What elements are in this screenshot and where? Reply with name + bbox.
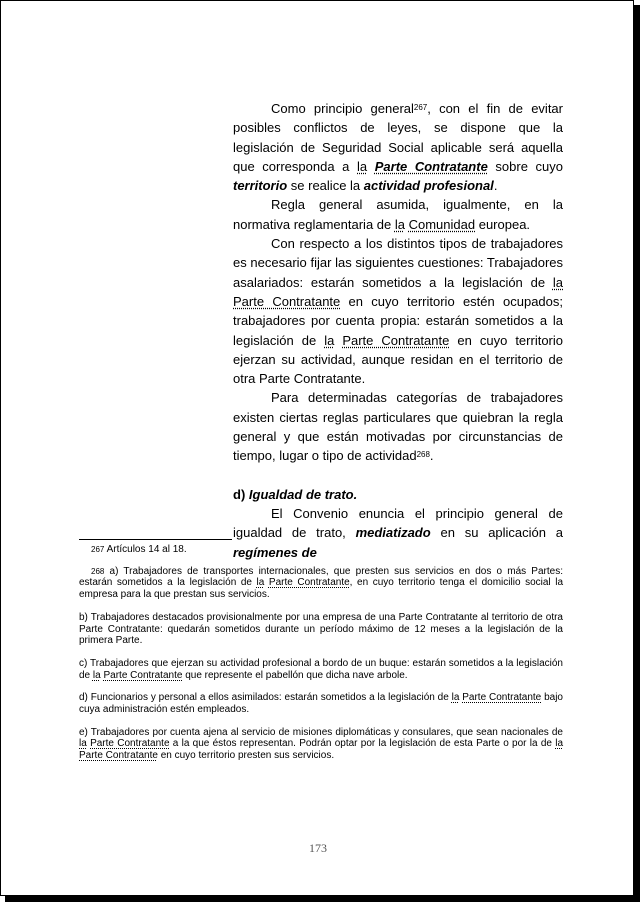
underlined-term: la <box>552 274 563 290</box>
footnotes <box>79 544 563 773</box>
emphasis: regímenes de <box>233 544 317 560</box>
underlined-term: la <box>357 158 368 174</box>
underlined-term: Parte Contratante <box>233 293 341 309</box>
underlined-term: la <box>79 738 87 750</box>
footnote-268-a <box>79 566 563 601</box>
underlined-term: Parte Contratante <box>462 692 542 704</box>
page-shadow-right <box>634 5 640 902</box>
footnote-268-d <box>79 692 563 715</box>
text: Para determinadas categorías de trabajadores existen ciertas reglas particulares que quiebran la regla general y que están motivadas por circunstancias de tiempo, lugar o tipo de actividad <box>233 390 563 464</box>
text: . <box>429 448 434 464</box>
section-heading <box>233 485 563 504</box>
footnote-268-b: b) Trabajadores destacados provisionalmente por una empresa de una Parte Contratante al territorio de otra Parte Contratante: quedarán sometidos durante un período máximo de 12 meses a la legislación de la primera Parte. <box>79 611 563 647</box>
space <box>367 159 375 174</box>
paragraph-2 <box>233 195 563 234</box>
footnote-text: que represente el pabellón que dicha nave arbole. <box>182 669 408 681</box>
underlined-term: la <box>394 216 405 232</box>
underlined-term: Parte Contratante <box>79 750 158 762</box>
paragraph-3 <box>233 234 563 388</box>
footnote-text: e) Trabajadores por cuenta ajena al servicio de misiones diplomáticas y consulares, que sean nacionales de <box>79 726 563 738</box>
footnote-text: d) Funcionarios y personal a ellos asimilados: estarán sometidos a la legislación de <box>79 692 452 704</box>
underlined-term: Parte Contratante <box>103 669 183 681</box>
footnote-number: 268 <box>91 566 105 576</box>
text: en su aplicación a <box>430 525 564 541</box>
footnote-text: Artículos 14 al 18. <box>104 544 187 555</box>
emphasis: actividad profesional <box>363 178 494 194</box>
underlined-term: la <box>92 669 101 681</box>
underlined-term: Parte Contratante <box>374 158 488 174</box>
text: , con el fin de evitar posibles conflictos de leyes, se dispone que la legislación de Seguridad Social aplicable será aquella que corresponda a <box>233 101 563 174</box>
underlined-term: Comunidad <box>408 216 476 232</box>
footnote-text: , en cuyo territorio tenga el domicilio social la empresa para la que prestan sus servicios. <box>79 577 564 601</box>
footnote-268-e <box>79 727 563 762</box>
underlined-term: la <box>451 692 460 704</box>
footnote-text: a) Trabajadores de transportes internacionales, que presten sus servicios en dos o más Partes: estarán sometidos a la legislación de <box>79 565 563 589</box>
text: Como principio general <box>271 101 414 116</box>
footnote-separator <box>79 539 232 540</box>
heading-prefix: d) <box>233 486 249 502</box>
text: El Convenio enuncia el principio general de igualdad de trato, <box>233 505 563 541</box>
text: sobre cuyo <box>487 158 563 174</box>
footnote-text: c) Trabajadores que ejerzan su actividad profesional a bordo de un buque: estarán sometidos a la legislación de <box>79 657 563 681</box>
text: en cuyo territorio ejerzan su actividad, aunque residan en el territorio de otra Parte Contratante. <box>233 332 563 387</box>
text: Regla general asumida, igualmente, en la normativa reglamentaria de <box>233 197 563 232</box>
underlined-term: Parte Contratante <box>90 738 170 750</box>
paragraph-1 <box>233 99 563 195</box>
underlined-term: Parte Contratante <box>268 577 350 589</box>
text: Con respecto a los distintos tipos de trabajadores es necesario fijar las siguientes cuestiones: Trabajadores asalariados: estarán sometidos a la legislación de <box>233 236 563 290</box>
underlined-term: Parte Contratante <box>342 332 450 348</box>
emphasis: mediatizado <box>355 525 431 541</box>
footnote-text: bajo cuya administración estén empleados. <box>79 692 563 716</box>
text: se realice la <box>287 178 364 194</box>
text: europea. <box>475 216 531 232</box>
footnote-267 <box>79 544 563 556</box>
page-number: 173 <box>309 841 327 855</box>
underlined-term: la <box>256 577 265 589</box>
footnote-text: a la que éstos representan. Podrán optar por la legislación de esta Parte o por la de <box>169 738 556 750</box>
footnote-text: en cuyo territorio presten sus servicios. <box>157 750 335 762</box>
body-text <box>233 99 563 562</box>
text: en cuyo territorio estén ocupados; trabajadores por cuenta propia: estarán sometidos a la legislación de <box>233 293 563 348</box>
underlined-term: la <box>555 738 564 750</box>
footnote-ref-268[interactable]: 268 <box>416 450 430 460</box>
footnote-number: 267 <box>91 545 105 554</box>
footnote-268-c <box>79 658 563 681</box>
underlined-term: la <box>324 332 335 348</box>
paragraph-4 <box>233 388 563 465</box>
footnote-ref-267[interactable]: 267 <box>413 103 428 112</box>
emphasis: territorio <box>233 178 288 194</box>
heading-title: Igualdad de trato. <box>248 486 358 502</box>
page-shadow-bottom <box>5 896 640 902</box>
text: . <box>493 178 498 194</box>
